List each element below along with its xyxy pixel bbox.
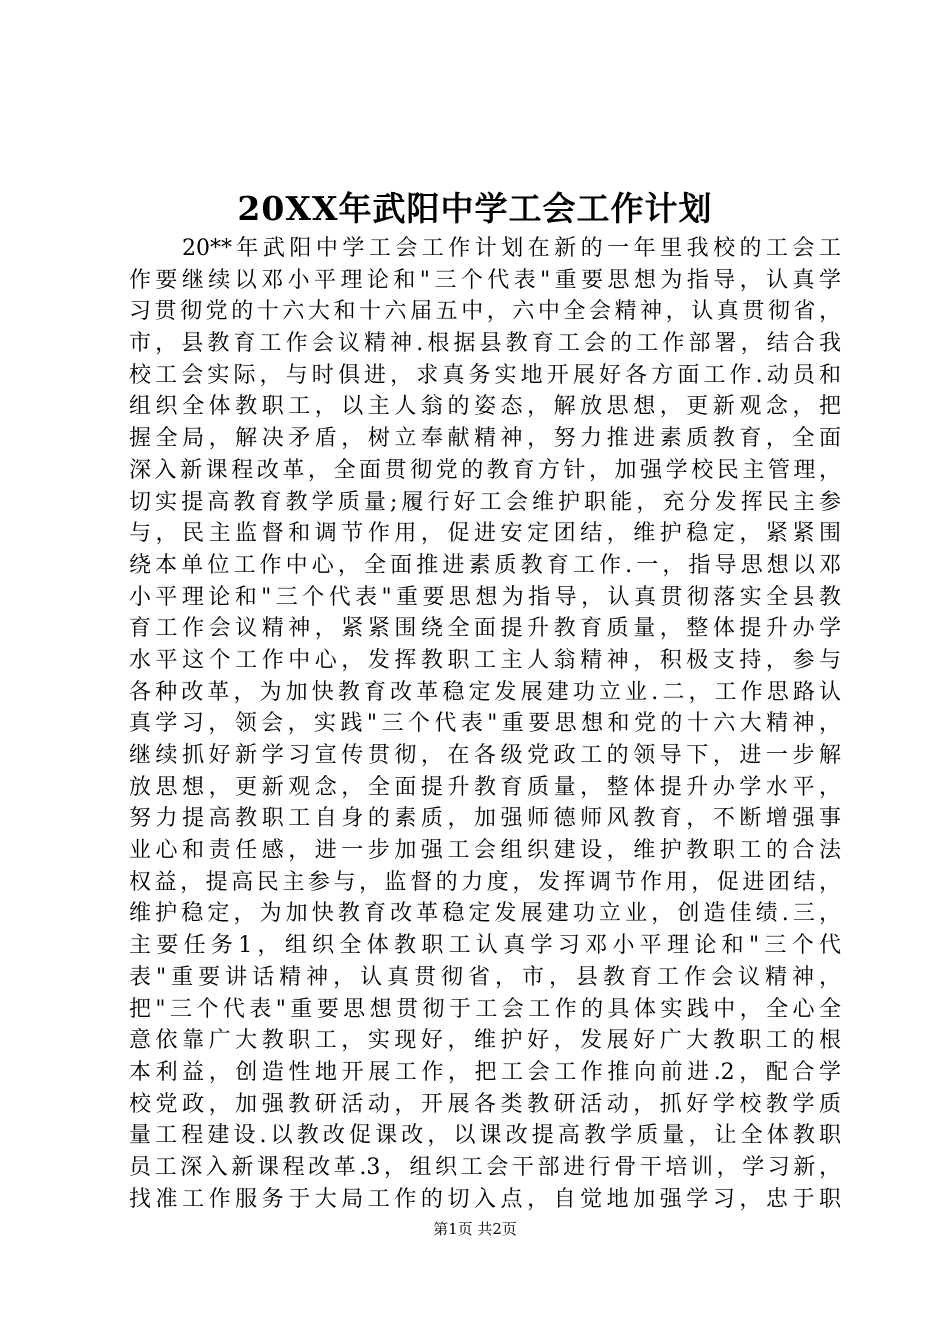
body-line: 主要任务1，组织全体教职工认真学习邓小平理论和"三个代	[129, 933, 841, 959]
body-line: 权益，提高民主参与，监督的力度，发挥调节作用，促进团结，	[129, 869, 841, 895]
body-line: 努力提高教职工自身的素质，加强师德师风教育，不断增强事	[129, 806, 841, 832]
body-line: 各种改革，为加快教育改革稳定发展建功立业.二，工作思路认	[129, 679, 841, 705]
body-line: 员工深入新课程改革.3，组织工会干部进行骨干培训，学习新，	[129, 1154, 841, 1180]
body-line: 绕本单位工作中心，全面推进素质教育工作.一，指导思想以邓	[129, 552, 841, 578]
body-line: 20**年武阳中学工会工作计划在新的一年里我校的工会工	[129, 236, 841, 261]
body-line: 把"三个代表"重要思想贯彻于工会工作的具体实践中，全心全	[129, 996, 841, 1022]
body-line: 水平这个工作中心，发挥教职工主人翁精神，积极支持，参与	[129, 647, 841, 673]
body-line: 习贯彻党的十六大和十六届五中，六中全会精神，认真贯彻省，	[129, 299, 841, 325]
body-line: 握全局，解决矛盾，树立奉献精神，努力推进素质教育，全面	[129, 426, 841, 452]
body-line: 本利益，创造性地开展工作，把工会工作推向前进.2，配合学	[129, 1059, 841, 1085]
body-line: 维护稳定，为加快教育改革稳定发展建功立业，创造佳绩.三，	[129, 901, 841, 927]
body-line: 小平理论和"三个代表"重要思想为指导，认真贯彻落实全县教	[129, 584, 841, 610]
body-line: 真学习，领会，实践"三个代表"重要思想和党的十六大精神，	[129, 711, 841, 737]
body-line: 意依靠广大教职工，实现好，维护好，发展好广大教职工的根	[129, 1028, 841, 1054]
body-line: 市，县教育工作会议精神.根据县教育工会的工作部署，结合我	[129, 331, 841, 357]
body-line: 育工作会议精神，紧紧围绕全面提升教育质量，整体提升办学	[129, 616, 841, 642]
body-line: 继续抓好新学习宣传贯彻，在各级党政工的领导下，进一步解	[129, 743, 841, 768]
page-number: 第1页 共2页	[433, 1220, 517, 1238]
body-line: 校工会实际，与时俱进，求真务实地开展好各方面工作.动员和	[129, 362, 841, 388]
page-footer	[0, 1219, 950, 1239]
body-line: 校党政，加强教研活动，开展各类教研活动，抓好学校教学质	[129, 1091, 841, 1117]
body-line: 业心和责任感，进一步加强工会组织建设，维护教职工的合法	[129, 838, 841, 864]
body-line: 量工程建设.以教改促课改，以课改提高教学质量，让全体教职	[129, 1123, 841, 1149]
body-line: 切实提高教育教学质量;履行好工会维护职能，充分发挥民主参	[129, 489, 841, 515]
body-line: 表"重要讲话精神，认真贯彻省，市，县教育工作会议精神，	[129, 964, 841, 990]
document-body	[129, 233, 841, 1215]
body-line: 找准工作服务于大局工作的切入点，自觉地加强学习，忠于职	[129, 1186, 841, 1212]
body-line: 组织全体教职工，以主人翁的姿态，解放思想，更新观念，把	[129, 394, 841, 420]
document-title: 20XX年武阳中学工会工作计划	[237, 189, 713, 228]
body-line: 深入新课程改革，全面贯彻党的教育方针，加强学校民主管理，	[129, 457, 841, 483]
body-line: 与，民主监督和调节作用，促进安定团结，维护稳定，紧紧围	[129, 521, 841, 547]
body-line: 放思想，更新观念，全面提升教育质量，整体提升办学水平，	[129, 774, 841, 800]
body-line: 作要继续以邓小平理论和"三个代表"重要思想为指导，认真学	[129, 267, 841, 293]
